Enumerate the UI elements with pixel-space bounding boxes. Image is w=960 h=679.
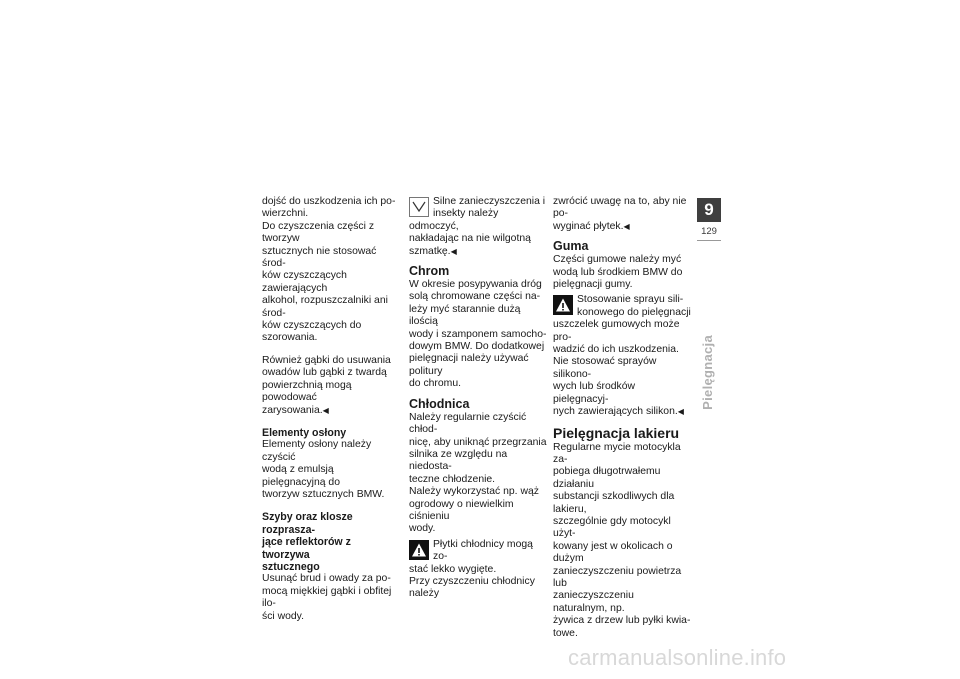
note-box (409, 196, 547, 233)
text-line: towe. (553, 627, 578, 639)
end-mark-icon: ◀ (677, 407, 684, 417)
column-2 (409, 196, 547, 601)
text-line: alkohol, rozpuszczalniki ani środ- (262, 295, 388, 319)
text-line: zanieczyszczeniu naturalnym, np. (553, 590, 634, 614)
text-line: kowany jest w okolicach o dużym (553, 540, 673, 565)
text-line: Silne zanieczyszczenia i (433, 196, 546, 207)
text-line: Regularne mycie motocykla za- (553, 441, 681, 465)
text-line: Przy czyszczeniu chłodnicy należy (409, 575, 535, 600)
text-line: wody. (409, 523, 436, 535)
text-line: szmatkę.◀ (409, 245, 457, 257)
heading-chrome: Chrom (409, 264, 450, 279)
text-line: Należy regularnie czyścić chłod- (409, 411, 527, 436)
column-1 (262, 196, 400, 623)
heading-fairing: Elementy osłony (262, 426, 347, 439)
heading-windscreen: Szyby oraz klosze rozprasza- (262, 511, 353, 536)
text-line: nych zawierających silikon.◀ (553, 406, 684, 418)
text-line: wodą z emulsją pielęgnacyjną do (262, 464, 340, 488)
text-line: uszczelek gumowych może pro- (553, 319, 680, 343)
text-line: Należy wykorzystać np. wąż (409, 486, 539, 498)
warning-triangle-icon (409, 540, 429, 560)
text-line: zanieczyszczeniu powietrza lub (553, 565, 682, 589)
text-line: pielęgnacji gumy. (553, 279, 633, 291)
text-line: tworzyw sztucznych BMW. (262, 488, 385, 500)
text-line: silnika ze względu na niedosta- (409, 448, 508, 473)
text-line: teczne chłodzenie. (409, 473, 496, 485)
text-line: ków czyszczących zawierających (262, 270, 347, 294)
text-line: nicę, aby uniknąć przegrzania (409, 436, 547, 448)
text-line: Stosowanie sprayu sili- (577, 294, 684, 306)
text-line: solą chromowane części na- (409, 291, 541, 303)
text-line: insekty należy odmoczyć, (409, 208, 499, 232)
text-line: wody i szamponem samocho- (409, 328, 547, 340)
text-line: żywica z drzew lub pyłki kwia- (553, 615, 691, 627)
warning-box (553, 294, 691, 319)
text-line: Do czyszczenia części z tworzyw (262, 220, 375, 245)
text-line: substancji szkodliwych dla lakieru, (553, 491, 675, 515)
text-line: Usunąć brud i owady za po- (262, 573, 391, 585)
text-line: zarysowania.◀ (262, 404, 329, 416)
text-line: dowym BMW. Do dodatkowej (409, 341, 545, 353)
text-line: owadów lub gąbki z twardą (262, 367, 387, 379)
text-line: sztucznych nie stosować środ- (262, 245, 377, 270)
text-line: Płytki chłodnicy mogą zo- (433, 538, 533, 563)
heading-windscreen: sztucznego (262, 560, 320, 573)
text-line: wyginać płytek.◀ (553, 220, 630, 232)
text-line: pobiega długotrwałemu działaniu (553, 466, 661, 490)
chapter-number-badge: 9 (697, 198, 721, 222)
text-line: wierzchni. (262, 208, 309, 220)
end-mark-icon: ◀ (450, 246, 457, 256)
text-line: ków czyszczących do szorowania. (262, 320, 362, 344)
warning-box (409, 539, 547, 576)
text-line: do chromu. (409, 378, 461, 390)
column-3 (553, 196, 691, 640)
text-line: powierzchnią mogą powodować (262, 379, 352, 404)
watermark: carmanualsonline.info (568, 645, 787, 670)
text-line: leży myć starannie dużą ilością (409, 303, 521, 328)
text-line: ści wody. (262, 610, 304, 622)
end-mark-icon: ◀ (322, 405, 329, 415)
end-mark-icon: ◀ (623, 221, 630, 231)
warning-triangle-icon (553, 295, 573, 315)
text-line: W okresie posypywania dróg (409, 279, 542, 291)
text-line: zwrócić uwagę na to, aby nie po- (553, 196, 687, 220)
text-line: konowego do pielęgnacji (577, 306, 691, 318)
text-line: Elementy osłony należy czyścić (262, 439, 372, 463)
text-line: wadzić do ich uszkodzenia. (553, 344, 679, 356)
heading-radiator: Chłodnica (409, 396, 470, 411)
text-line: dojść do uszkodzenia ich po- (262, 196, 396, 207)
text-line: mocą miękkiej gąbki i obfitej ilo- (262, 585, 392, 610)
text-line: ogrodowy o niewielkim ciśnieniu (409, 498, 514, 522)
text-line: szczególnie gdy motocykl użyt- (553, 515, 671, 540)
page-number: 129 (701, 226, 717, 237)
text-line: Również gąbki do usuwania (262, 354, 391, 366)
page-number-divider (697, 240, 721, 241)
text-line: nakładając na nie wilgotną (409, 233, 531, 245)
text-line: pielęgnacji należy używać politury (409, 353, 529, 377)
heading-windscreen: jące reflektorów z tworzywa (262, 536, 351, 561)
heading-paint-care: Pielęgnacja lakieru (553, 424, 680, 441)
note-arrow-icon (409, 197, 429, 217)
section-tab-label: Pielęgnacja (700, 335, 715, 410)
text-line: wodą lub środkiem BMW do (553, 266, 683, 278)
text-line: wych lub środków pielęgnacyj- (553, 381, 636, 405)
text-line: Części gumowe należy myć (553, 254, 682, 266)
text-line: Nie stosować sprayów silikono- (553, 356, 657, 380)
text-line: stać lekko wygięte. (409, 563, 497, 575)
heading-rubber: Guma (553, 239, 589, 254)
